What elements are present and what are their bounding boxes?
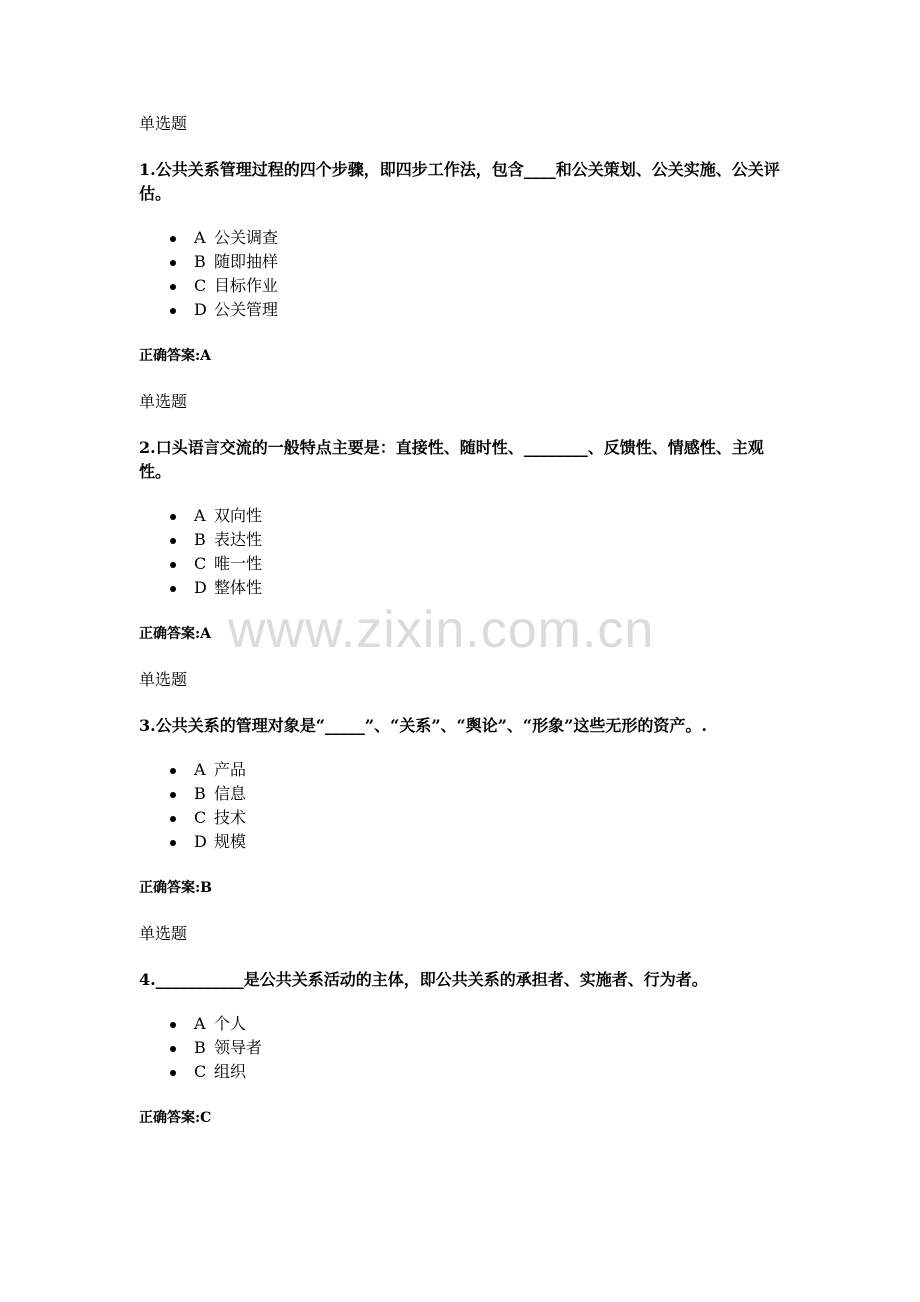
- bullet-icon: [170, 1046, 176, 1052]
- option-item: [168, 274, 789, 298]
- option-key: A: [194, 1014, 206, 1033]
- option-key: B: [194, 784, 206, 803]
- option-item: [168, 758, 789, 782]
- option-text: 目标作业: [214, 276, 279, 295]
- question-stem: 4.___________是公共关系活动的主体，即公共关系的承担者、实施者、行为者。: [139, 970, 708, 989]
- option-text: 组织: [214, 1062, 247, 1081]
- option-key: C: [194, 808, 207, 827]
- bullet-icon: [170, 236, 176, 242]
- option-key: C: [194, 554, 207, 573]
- option-key: D: [194, 578, 207, 597]
- bullet-icon: [170, 1022, 176, 1028]
- watermark: www.zixin.com.cn: [228, 601, 655, 659]
- option-key: D: [194, 300, 207, 319]
- option-list: [139, 226, 789, 322]
- bullet-icon: [170, 840, 176, 846]
- question-type: 单选题: [139, 392, 188, 411]
- option-item: [168, 1012, 789, 1036]
- question-type: 单选题: [139, 670, 188, 689]
- option-key: B: [194, 1038, 206, 1057]
- correct-answer: 正确答案:A: [139, 626, 212, 642]
- question-stem: 3.公共关系的管理对象是“_____”、“关系”、“舆论”、“形象”这些无形的资产。.: [139, 716, 707, 735]
- question-stem: 2.口头语言交流的一般特点主要是：直接性、随时性、________、反馈性、情感性、主观性。: [139, 438, 764, 481]
- question-4: [139, 922, 789, 1130]
- option-text: 唯一性: [214, 554, 263, 573]
- correct-answer: 正确答案:B: [139, 880, 213, 896]
- option-item: [168, 528, 789, 552]
- option-list: [139, 1012, 789, 1084]
- option-key: B: [194, 252, 206, 271]
- option-text: 产品: [214, 760, 247, 779]
- option-key: D: [194, 832, 207, 851]
- option-list: [139, 758, 789, 854]
- bullet-icon: [170, 1070, 176, 1076]
- option-list: [139, 504, 789, 600]
- option-item: [168, 504, 789, 528]
- option-item: [168, 1060, 789, 1084]
- correct-answer: 正确答案:A: [139, 348, 212, 364]
- option-text: 公关管理: [214, 300, 279, 319]
- bullet-icon: [170, 816, 176, 822]
- bullet-icon: [170, 538, 176, 544]
- question-type: 单选题: [139, 924, 188, 943]
- option-text: 公关调查: [214, 228, 279, 247]
- option-text: 随即抽样: [214, 252, 279, 271]
- option-text: 信息: [214, 784, 247, 803]
- option-item: [168, 298, 789, 322]
- bullet-icon: [170, 792, 176, 798]
- option-key: C: [194, 276, 207, 295]
- option-key: A: [194, 760, 206, 779]
- option-item: [168, 576, 789, 600]
- correct-answer: 正确答案:C: [139, 1110, 212, 1126]
- question-type: 单选题: [139, 114, 188, 133]
- bullet-icon: [170, 284, 176, 290]
- bullet-icon: [170, 768, 176, 774]
- option-text: 整体性: [214, 578, 263, 597]
- quiz-document: [139, 0, 789, 1130]
- option-text: 表达性: [214, 530, 263, 549]
- option-key: A: [194, 506, 206, 525]
- option-item: [168, 250, 789, 274]
- bullet-icon: [170, 260, 176, 266]
- bullet-icon: [170, 514, 176, 520]
- option-text: 规模: [214, 832, 247, 851]
- option-item: [168, 806, 789, 830]
- option-text: 双向性: [214, 506, 263, 525]
- bullet-icon: [170, 586, 176, 592]
- question-stem: 1.公共关系管理过程的四个步骤，即四步工作法，包含____和公关策划、公关实施、公关评估。: [139, 160, 780, 203]
- option-item: [168, 830, 789, 854]
- option-item: [168, 226, 789, 250]
- option-key: C: [194, 1062, 207, 1081]
- question-1: [139, 112, 789, 368]
- option-text: 个人: [214, 1014, 247, 1033]
- bullet-icon: [170, 562, 176, 568]
- option-item: [168, 1036, 789, 1060]
- option-item: [168, 782, 789, 806]
- option-key: A: [194, 228, 206, 247]
- option-item: [168, 552, 789, 576]
- question-3: [139, 668, 789, 900]
- option-text: 技术: [214, 808, 247, 827]
- option-text: 领导者: [214, 1038, 263, 1057]
- option-key: B: [194, 530, 206, 549]
- bullet-icon: [170, 308, 176, 314]
